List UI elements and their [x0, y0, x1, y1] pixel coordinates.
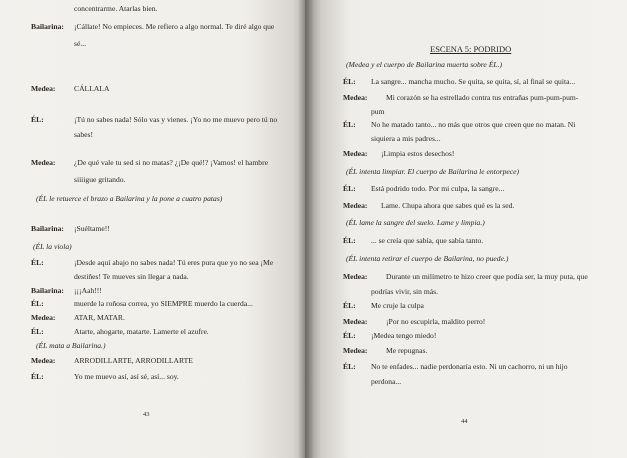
speaker-label: ÉL:: [343, 184, 356, 193]
stage-direction: (ÉL le retuerce el brazo a Bailarina y la pone a cuatro patas): [36, 194, 223, 203]
speaker-label: Bailarina:: [31, 286, 64, 295]
dialogue-text: Yo me muevo así, así sé, así... soy.: [74, 372, 179, 381]
dialogue-text: No te enfades... nadie perdonaría esto. Ni un cachorro, ni un hijo: [371, 362, 568, 371]
speaker-label: Medea:: [31, 84, 56, 93]
speaker-label: Medea:: [343, 93, 368, 102]
speaker-label: Medea:: [343, 272, 368, 281]
speaker-label: Bailarina:: [31, 22, 64, 31]
dialogue-text: ARRODILLARTE, ARRODILLARTE: [74, 356, 193, 365]
dialogue-text: ¡Limpia estos desechos!: [381, 149, 455, 158]
stage-direction: (ÉL la viola): [33, 242, 72, 251]
speaker-label: ÉL:: [31, 258, 44, 267]
dialogue-text: ... se creía que sabía, que sabía tanto.: [371, 236, 484, 245]
speaker-label: Medea:: [343, 149, 368, 158]
dialogue-text: ¡Por no escupirla, maldito perro!: [386, 317, 486, 326]
speaker-label: ÉL:: [343, 236, 356, 245]
stage-direction: (ÉL mata a Bailarina.): [36, 341, 106, 350]
speaker-label: Medea:: [31, 313, 56, 322]
page-number: 44: [461, 418, 468, 425]
speaker-label: Medea:: [343, 346, 368, 355]
book-gutter-shadow: [298, 0, 314, 458]
speaker-label: ÉL:: [31, 115, 44, 124]
dialogue-text: Está podrido todo. Por mi culpa, la sangre...: [371, 184, 505, 193]
stage-direction: (ÉL intenta limpiar. El cuerpo de Bailarina le entorpece): [346, 167, 520, 176]
speaker-label: ÉL:: [31, 299, 44, 308]
speaker-label: Medea:: [31, 356, 56, 365]
speaker-label: ÉL:: [343, 77, 356, 86]
dialogue-text: perdona...: [371, 377, 402, 386]
dialogue-text: ¡¡¡Aah!!!: [74, 286, 102, 295]
dialogue-text: Durante un milímetro te hizo creer que podía ser, la muy puta, que: [386, 272, 588, 281]
stage-direction: (Medea y el cuerpo de Bailarina muerta sobre ÉL.): [346, 60, 502, 69]
speaker-label: ÉL:: [343, 362, 356, 371]
dialogue-text: muerde la roñosa correa, yo SIEMPRE muerdo la cuerda...: [74, 299, 253, 308]
dialogue-text: Lame. Chupa ahora que sabes qué es la sed.: [381, 201, 515, 210]
speaker-label: ÉL:: [31, 372, 44, 381]
dialogue-text: ¡Suéltame!!: [74, 224, 110, 233]
dialogue-text: siiiigue gritando.: [74, 175, 126, 184]
script-line: concentrarme. Atarlas bien.: [74, 4, 158, 13]
dialogue-text: ¿De qué vale tu sed si no matas? ¿¡De qué!? ¡Vamos! el hambre: [74, 158, 268, 167]
dialogue-text: ¡Cállate! No empieces. Me refiero a algo normal. Te diré algo que: [74, 22, 275, 31]
speaker-label: ÉL:: [31, 327, 44, 336]
dialogue-text: La sangre... mancha mucho. Se quita, se quita, sí, al final se quita...: [371, 77, 576, 86]
dialogue-text: sé...: [74, 39, 87, 48]
speaker-label: Bailarina:: [31, 224, 64, 233]
dialogue-text: pum: [371, 107, 385, 116]
dialogue-text: ¡Medea tengo miedo!: [371, 331, 437, 340]
speaker-label: Medea:: [31, 158, 56, 167]
dialogue-text: Mi corazón se ha estrellado contra tus entrañas pum-pum-pum-: [386, 93, 579, 102]
speaker-label: Medea:: [343, 317, 368, 326]
speaker-label: ÉL:: [343, 331, 356, 340]
speaker-label: ÉL:: [343, 120, 356, 129]
dialogue-text: ¡Tú no sabes nada! Sólo vas y vienes. ¡Yo no me muevo pero tú no: [74, 115, 278, 124]
dialogue-text: Me cruje la culpa: [371, 301, 424, 310]
right-page: [305, 0, 627, 458]
speaker-label: Medea:: [343, 201, 368, 210]
left-page: [0, 0, 305, 458]
stage-direction: (ÉL lame la sangre del suelo. Lame y limpia.): [346, 218, 485, 227]
dialogue-text: Me repugnas.: [386, 346, 428, 355]
dialogue-text: ¡Desde aquí abajo no sabes nada! Tú eres pura que yo no sea ¡Me: [74, 258, 274, 267]
dialogue-text: ATAR, MATAR.: [74, 313, 125, 322]
dialogue-text: CÁLLALA: [74, 84, 110, 93]
dialogue-text: Atarte, ahogarte, matarte. Lamerte el azufre.: [74, 327, 209, 336]
stage-direction: (ÉL intenta retirar el cuerpo de Bailarina, no puede.): [346, 254, 509, 263]
page-number: 43: [143, 411, 150, 418]
dialogue-text: sabes!: [74, 130, 93, 139]
scene-title: ESCENA 5: PODRIDO: [430, 44, 512, 54]
dialogue-text: No he matado tanto... no más que otros que creen que no matan. Ni: [371, 120, 576, 129]
dialogue-text: podrías vivir, sin más.: [371, 287, 438, 296]
dialogue-text: destiñes! Te mueves sin llegar a nada.: [74, 272, 189, 281]
speaker-label: ÉL:: [343, 301, 356, 310]
dialogue-text: siquiera a mis padres...: [371, 134, 441, 143]
